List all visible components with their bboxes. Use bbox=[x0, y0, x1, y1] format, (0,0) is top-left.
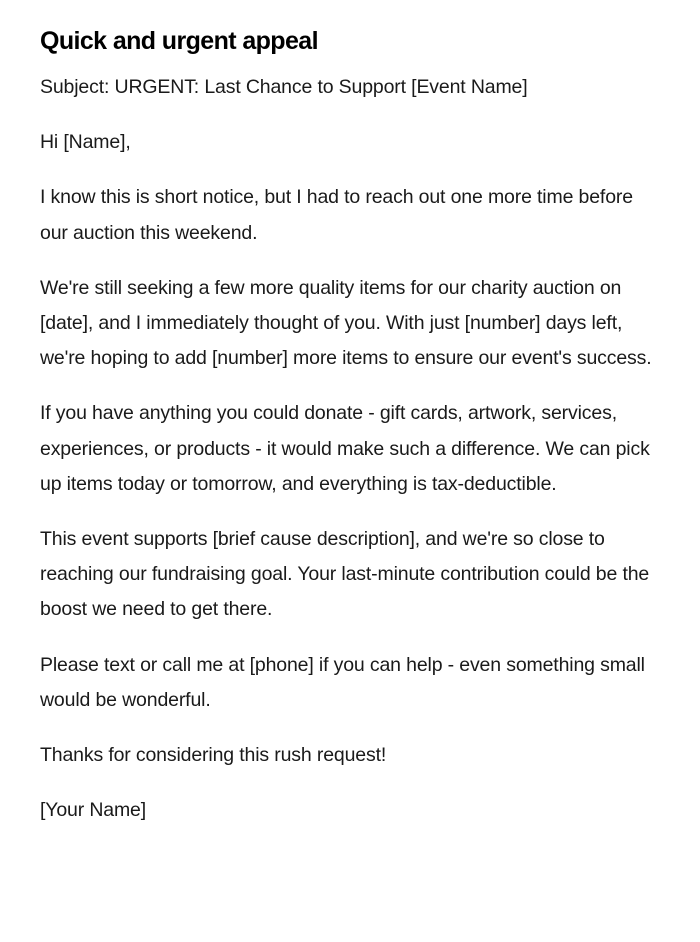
body-paragraph-donation-options: If you have anything you could donate - gift cards, artwork, services, experiences, or products - it would make such a difference. We can pick up items today or tomorrow, and everything is tax-deductible. bbox=[40, 402, 650, 495]
body-paragraph-intro: I know this is short notice, but I had to reach out one more time before our auction this weekend. bbox=[40, 186, 633, 244]
document-title: Quick and urgent appeal bbox=[40, 27, 318, 55]
body-paragraph-contact: Please text or call me at [phone] if you can help - even something small would be wonderful. bbox=[40, 653, 645, 711]
greeting: Hi [Name], bbox=[40, 131, 131, 154]
body-paragraph-request: We're still seeking a few more quality items for our charity auction on [date], and I immediately thought of you. With just [number] days left, we're hoping to add [number] more items to ensure our event's success. bbox=[40, 276, 652, 370]
signature: [Your Name] bbox=[40, 799, 147, 822]
body-paragraph-cause: This event supports [brief cause description], and we're so close to reaching our fundraising goal. Your last-minute contribution could be the boost we need to get there. bbox=[40, 528, 650, 621]
email-subject-line: Subject: URGENT: Last Chance to Support [Event Name] bbox=[40, 76, 528, 98]
closing-line: Thanks for considering this rush request! bbox=[40, 744, 387, 767]
